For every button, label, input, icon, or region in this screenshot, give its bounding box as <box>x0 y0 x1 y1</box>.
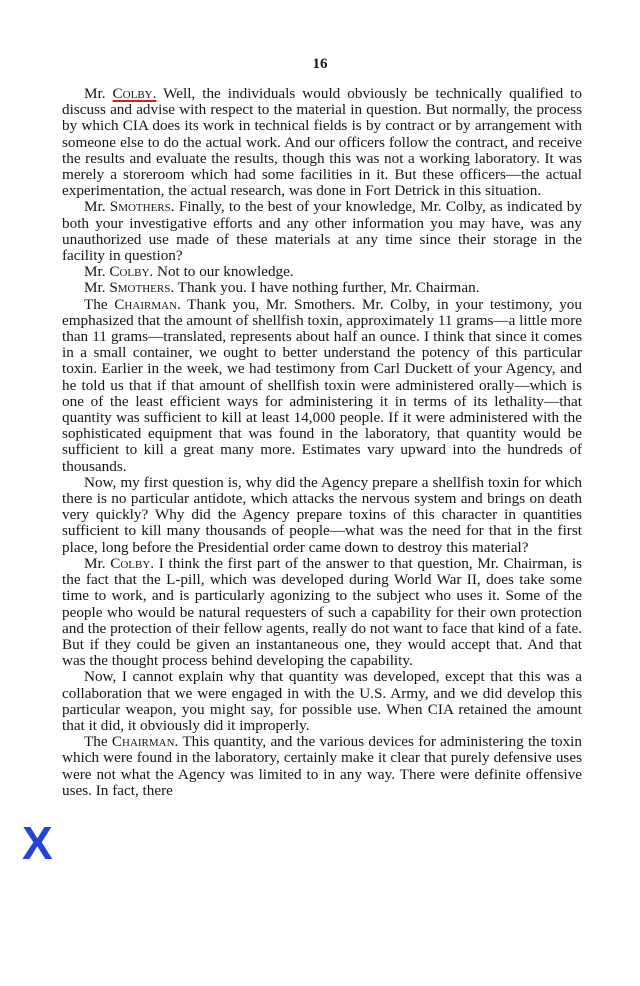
speaker-smothers: Smothers. <box>109 279 175 297</box>
margin-x-mark: X <box>22 817 53 869</box>
speaker-colby: Colby. <box>110 554 155 572</box>
speaker-smothers: Smothers. <box>109 198 175 216</box>
speaker-chairman: Chairman. <box>114 295 181 313</box>
paragraph: Now, I cannot explain why that quantity was developed, except that this was a collaboration that we were engaged in with the U.S. Army, and we did develop this particular weapon, you might say, for possible use. When CIA retained the amount that it did, it obviously did it improperly. <box>62 668 582 734</box>
paragraph: Mr. Smothers. Thank you. I have nothing further, Mr. Chairman. <box>84 279 480 297</box>
paragraph: The Chairman. This quantity, and the various devices for administering the toxin which were found in the laboratory, certainly make it clear that purely defensive uses were not what the Agency was limited to in any way. There were definite offensive uses. In fact, there <box>62 733 582 799</box>
speaker-chairman: Chairman. <box>111 733 179 751</box>
paragraph: The Chairman. Thank you, Mr. Smothers. Mr. Colby, in your testimony, you emphasized that the amount of shellfish toxin, approximately 11 grams—a little more than 11 grams—translated, represents about half an ounce. I think that since it comes in a small container, we ought to better understand the potency of this particular toxin. Earlier in the week, we had testimony from Carl Duckett of your Agency, and he told us that if that amount of shellfish toxin were administered orally—which is one of the least efficient ways for administering it in terms of its lethality—that quantity was sufficient to kill at least 14,000 people. If it were administered with the sophisticated equipment that was found in the laboratory, that quantity would be sufficient to kill a great many more. Estimates vary upward into the hundreds of thousands. <box>62 295 582 475</box>
paragraph: Mr. Colby. I think the first part of the answer to that question, Mr. Chairman, is the fact that the L-pill, which was developed during World War II, does take some time to work, and is particularly agonizing to the subject who uses it. Some of the people who would be natural requesters of such a capability for their own protection and the protection of their fellow agents, really do not want to face that kind of a fate. But if they could be given an instantaneous one, they would accept that. And that was the thought process behind developing the capability. <box>62 554 583 670</box>
speaker-colby: Colby. <box>109 263 154 281</box>
hearing-transcript-text <box>62 86 582 799</box>
paragraph: Now, my first question is, why did the Agency prepare a shellfish toxin for which there is no particular antidote, which attacks the nervous system and brings on death very quickly? Why did the Agency prepare toxins of this character in quantities sufficient to kill many thousands of people—what was the need for that in the first place, long before the Presidential order came down to destroy this material? <box>62 473 582 556</box>
page-number: 16 <box>312 56 328 72</box>
paragraph: Mr. Smothers. Finally, to the best of your knowledge, Mr. Colby, as indicated by both your investigative efforts and any other information you may have, was any unauthorized use made of these materials at any time since their storage in the facility in question? <box>62 198 582 265</box>
paragraph: Mr. Colby. Not to our knowledge. <box>84 263 294 281</box>
paragraph: Mr. Colby. Well, the individuals would obviously be technically qualified to discuss and advise with respect to the material in question. But normally, the process by which CIA does its work in technical fields is by contract or by arrangement with someone else to do the actual work. And our officers follow the contract, and receive the results and evaluate the results, though this was not a working laboratory. It was merely a storeroom which had some facilities in it. But these officers—the actual experimentation, the actual research, was done in Fort Detrick in this situation. <box>62 85 582 200</box>
speaker-colby: Colby. <box>112 85 157 102</box>
